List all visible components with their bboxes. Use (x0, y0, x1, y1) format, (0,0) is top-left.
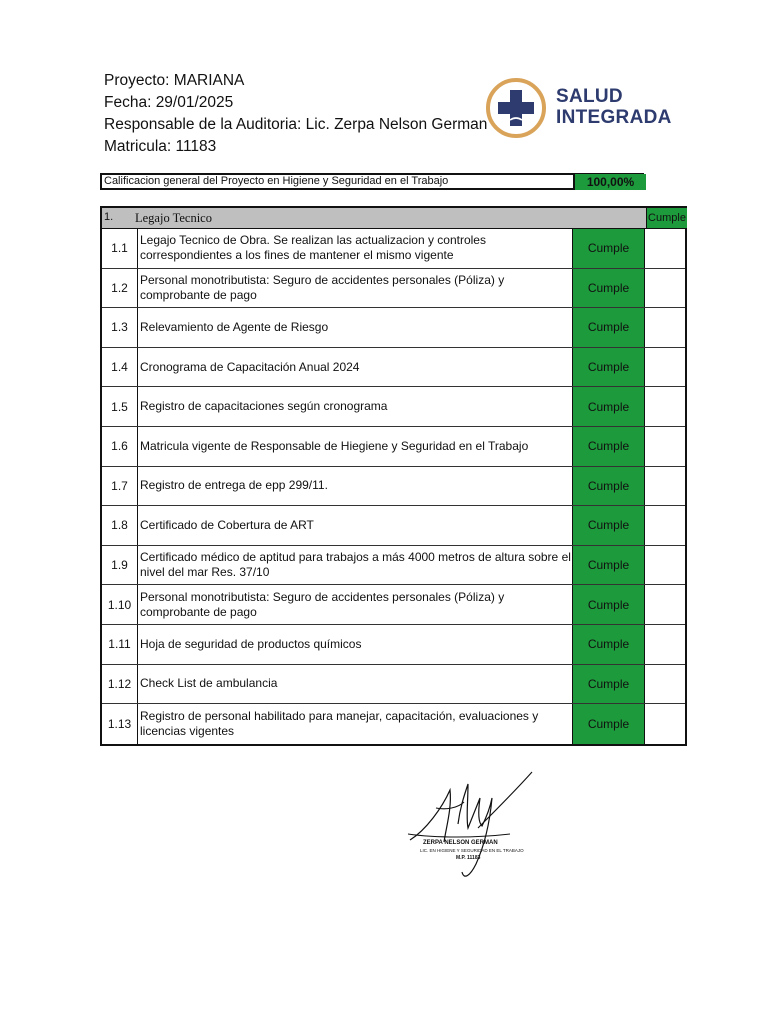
row-empty-cell (645, 229, 685, 268)
row-number: 1.11 (102, 625, 138, 664)
general-score-bar (100, 173, 644, 190)
section-status: Cumple (646, 208, 687, 228)
table-row (102, 229, 685, 269)
row-number: 1.8 (102, 506, 138, 545)
row-description: Personal monotributista: Seguro de accidentes personales (Póliza) y comprobante de pago (140, 272, 505, 302)
table-row (102, 427, 685, 467)
audit-date: Fecha: 29/01/2025 (104, 94, 234, 111)
row-status: Cumple (572, 229, 645, 268)
row-number: 1.6 (102, 427, 138, 466)
row-description: Personal monotributista: Seguro de accidentes personales (Póliza) y comprobante de pago (140, 589, 505, 619)
row-description: Registro de entrega de epp 299/11. (140, 478, 328, 493)
row-number: 1.1 (102, 229, 138, 268)
salud-integrada-logo (484, 76, 684, 140)
row-number: 1.10 (102, 585, 138, 624)
row-description: Hoja de seguridad de productos químicos (140, 636, 362, 651)
row-empty-cell (645, 348, 685, 387)
row-description: Certificado médico de aptitud para trabajos a más 4000 metros de altura sobre el nivel del mar Res. 37/10 (140, 550, 571, 580)
row-status: Cumple (572, 625, 645, 664)
table-row (102, 704, 685, 744)
row-empty-cell (645, 308, 685, 347)
row-status: Cumple (572, 665, 645, 704)
logo-line-2: INTEGRADA (556, 107, 672, 128)
row-status: Cumple (572, 269, 645, 308)
row-empty-cell (645, 427, 685, 466)
row-empty-cell (645, 704, 685, 744)
row-number: 1.7 (102, 467, 138, 506)
row-description: Relevamiento de Agente de Riesgo (140, 319, 329, 334)
general-score-label: Calificacion general del Proyecto en Higiene y Seguridad en el Trabajo (104, 175, 449, 187)
row-description: Check List de ambulancia (140, 676, 278, 691)
project-name: Proyecto: MARIANA (104, 72, 245, 89)
audit-responsible: Responsable de la Auditoria: Lic. Zerpa Nelson German (104, 116, 488, 133)
table-row (102, 546, 685, 586)
row-description: Certificado de Cobertura de ART (140, 517, 314, 532)
table-row (102, 348, 685, 388)
document-header (104, 70, 487, 158)
table-row (102, 269, 685, 309)
general-score-value: 100,00% (573, 174, 646, 190)
medical-cross-icon (484, 76, 548, 140)
row-empty-cell (645, 546, 685, 585)
table-row (102, 308, 685, 348)
row-status: Cumple (572, 546, 645, 585)
row-empty-cell (645, 585, 685, 624)
row-empty-cell (645, 625, 685, 664)
row-status: Cumple (572, 348, 645, 387)
row-status: Cumple (572, 427, 645, 466)
row-number: 1.4 (102, 348, 138, 387)
section-number: 1. (104, 211, 114, 223)
row-status: Cumple (572, 506, 645, 545)
row-empty-cell (645, 269, 685, 308)
row-status: Cumple (572, 704, 645, 744)
row-number: 1.3 (102, 308, 138, 347)
logo-line-1: SALUD (556, 86, 623, 107)
table-row (102, 506, 685, 546)
row-number: 1.13 (102, 704, 138, 744)
checklist-rows (102, 229, 685, 744)
table-row (102, 387, 685, 427)
signature-name: ZERPA NELSON GERMAN (423, 840, 498, 846)
signature-mp: M.P. 11183 (456, 855, 481, 861)
row-description: Registro de personal habilitado para manejar, capacitación, evaluaciones y licencias vigentes (140, 708, 539, 738)
row-number: 1.12 (102, 665, 138, 704)
signature-title: LIC. EN HIGIENE Y SEGURIDAD EN EL TRABAJO (420, 848, 524, 853)
row-empty-cell (645, 665, 685, 704)
section-header (102, 208, 685, 229)
registration-number: Matricula: 11183 (104, 138, 217, 155)
section-title: Legajo Tecnico (135, 211, 212, 225)
row-description: Registro de capacitaciones según cronograma (140, 399, 388, 414)
logo-text (556, 86, 672, 128)
checklist-table (100, 206, 687, 746)
handwritten-signature (406, 768, 538, 884)
row-description: Cronograma de Capacitación Anual 2024 (140, 359, 360, 374)
row-empty-cell (645, 506, 685, 545)
row-number: 1.5 (102, 387, 138, 426)
row-status: Cumple (572, 585, 645, 624)
row-description: Matricula vigente de Responsable de Hiegiene y Seguridad en el Trabajo (140, 438, 529, 453)
table-row (102, 665, 685, 705)
table-row (102, 467, 685, 507)
row-number: 1.2 (102, 269, 138, 308)
row-status: Cumple (572, 387, 645, 426)
row-status: Cumple (572, 308, 645, 347)
row-empty-cell (645, 467, 685, 506)
table-row (102, 585, 685, 625)
row-number: 1.9 (102, 546, 138, 585)
auditor-signature (406, 768, 538, 884)
row-description: Legajo Tecnico de Obra. Se realizan las actualizacion y controles correspondientes a los fines de mantener el mismo vigente (140, 233, 486, 263)
row-empty-cell (645, 387, 685, 426)
row-status: Cumple (572, 467, 645, 506)
table-row (102, 625, 685, 665)
